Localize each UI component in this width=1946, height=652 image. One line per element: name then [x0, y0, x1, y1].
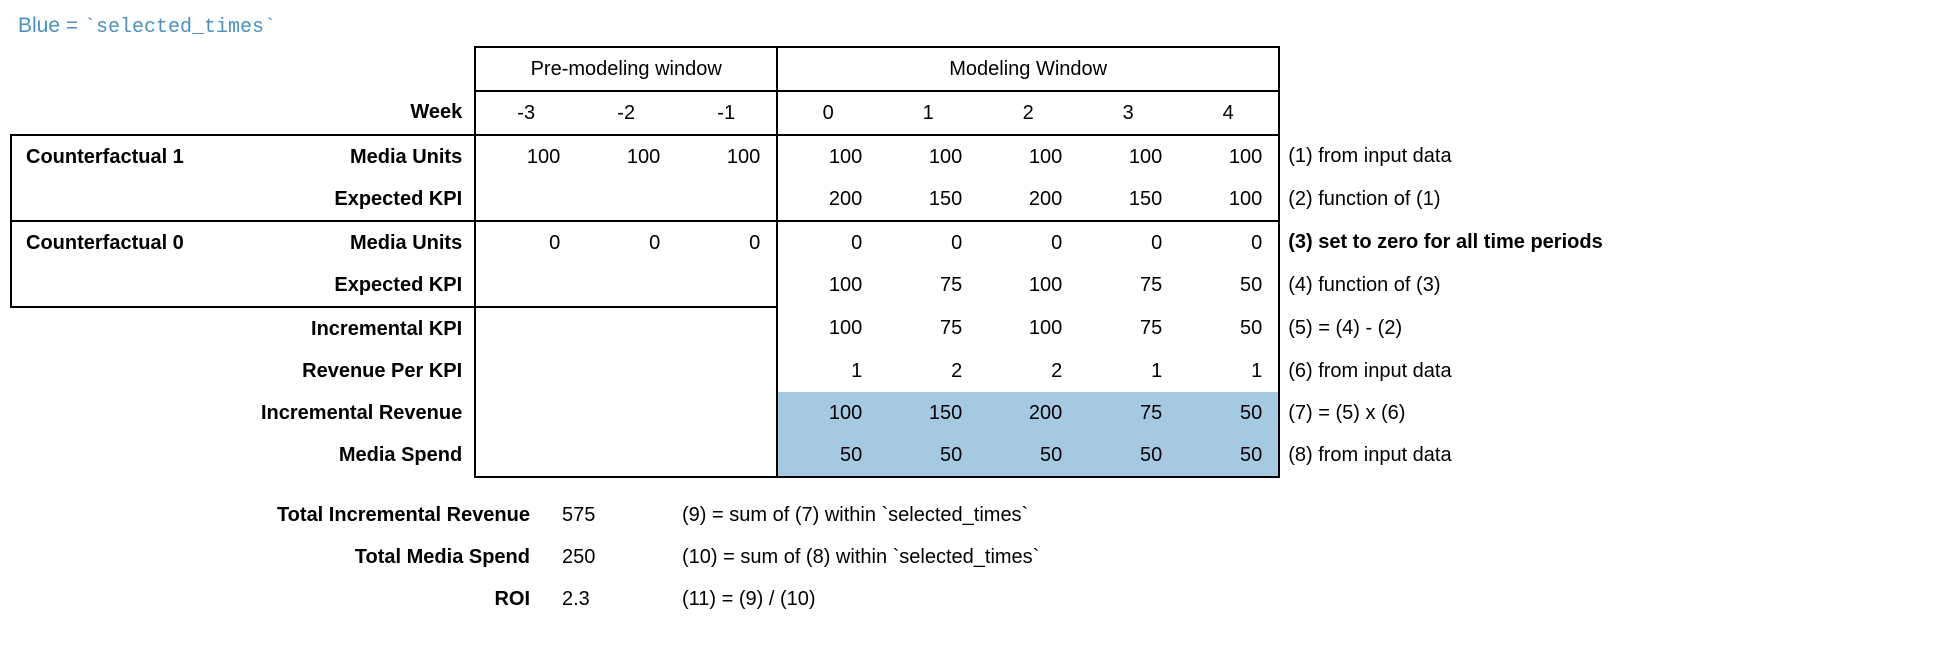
row-label-5: Revenue Per KPI	[302, 359, 463, 382]
cell-r1-pre0	[475, 178, 576, 221]
cell-r7-m2: 50	[978, 434, 1078, 477]
cell-r7-m0: 50	[777, 434, 878, 477]
section-label-blank-2	[11, 264, 261, 307]
total-label-1: Total Media Spend	[354, 545, 530, 568]
roi-calculation-table	[10, 46, 1605, 478]
cell-r1-pre1	[576, 178, 676, 221]
cell-r7-pre1	[576, 434, 676, 477]
week-model-2: 2	[978, 91, 1078, 135]
total-note-0: (9) = sum of (7) within `selected_times`	[682, 503, 1029, 526]
section-label-blank-1	[11, 178, 261, 221]
total-value-0: 575	[562, 503, 596, 526]
table-row	[11, 135, 1604, 178]
cell-r0-pre2: 100	[676, 135, 777, 178]
cell-r7-pre2	[676, 434, 777, 477]
row-label-6: Incremental Revenue	[261, 401, 463, 424]
cell-r7-pre0	[475, 434, 576, 477]
cell-r0-pre0: 100	[475, 135, 576, 178]
cell-r6-m3: 75	[1078, 392, 1178, 434]
cell-r2-m4: 0	[1178, 221, 1279, 264]
cell-r4-m4: 50	[1178, 307, 1279, 350]
total-note-2: (11) = (9) / (10)	[682, 587, 816, 610]
section-label-blank-5	[11, 392, 261, 434]
total-value-2: 2.3	[562, 587, 590, 610]
spacer-rowlabel	[261, 47, 475, 91]
week-label: Week	[410, 101, 463, 123]
cell-r6-m1: 150	[878, 392, 978, 434]
total-note-1: (10) = sum of (8) within `selected_times`	[682, 545, 1040, 568]
cell-r3-pre2	[676, 264, 777, 307]
cell-r1-m1: 150	[928, 187, 963, 210]
legend-code: `selected_times`	[83, 16, 276, 39]
group-header-row	[11, 47, 1604, 91]
cell-r2-m3: 0	[1078, 221, 1178, 264]
totals-table	[10, 500, 1039, 626]
cell-r6-pre2	[676, 392, 777, 434]
cell-r6-pre1	[576, 392, 676, 434]
cell-r1-m4: 100	[1178, 178, 1279, 221]
cell-r1-m2: 200	[1028, 187, 1063, 210]
total-value-1: 250	[562, 545, 596, 568]
legend	[18, 14, 276, 39]
cell-r1-m3: 150	[1128, 187, 1163, 210]
cell-r3-m1: 75	[939, 274, 963, 296]
table-row	[11, 178, 1604, 221]
legend-prefix: Blue =	[18, 14, 84, 37]
section-label-counterfactual-1: Counterfactual 1	[11, 135, 261, 178]
header-pre-modeling-window: Pre-modeling window	[475, 47, 777, 91]
row-label-1: Expected KPI	[334, 187, 463, 210]
table-row	[11, 350, 1604, 392]
cell-r0-m1: 100	[928, 145, 963, 168]
cell-r2-m0: 0	[777, 221, 878, 264]
cell-r4-m0: 100	[828, 317, 863, 339]
cell-r2-m1: 0	[878, 221, 978, 264]
week-row-spacer-section	[11, 91, 261, 135]
cell-r6-pre0	[475, 392, 576, 434]
week-pre-1: -2	[576, 91, 676, 135]
total-label-0: Total Incremental Revenue	[276, 503, 530, 526]
totals-row	[10, 584, 1039, 626]
cell-r0-m3: 100	[1128, 145, 1163, 168]
cell-r2-pre0: 0	[475, 221, 576, 264]
row-label-3: Expected KPI	[261, 264, 475, 307]
cell-r7-m4: 50	[1178, 434, 1279, 477]
week-model-1: 1	[878, 91, 978, 135]
cell-r5-pre1	[576, 350, 676, 392]
cell-r7-m3: 50	[1078, 434, 1178, 477]
total-label-2: ROI	[494, 587, 530, 610]
week-model-3: 3	[1078, 91, 1178, 135]
section-label-blank-6	[11, 434, 261, 477]
cell-r3-m2: 100	[1028, 274, 1063, 296]
section-label-counterfactual-0: Counterfactual 0	[11, 221, 261, 264]
cell-r2-m2: 0	[978, 221, 1078, 264]
note-spacer	[1279, 47, 1604, 91]
cell-r3-m3: 75	[1139, 274, 1163, 296]
section-label-blank-4	[11, 350, 261, 392]
cell-r3-m4: 50	[1178, 264, 1279, 307]
table-row	[11, 392, 1604, 434]
section-label-blank-3	[11, 307, 261, 350]
week-model-0: 0	[777, 91, 878, 135]
cell-r1-m0: 200	[828, 187, 863, 210]
cell-r5-m1: 2	[951, 359, 963, 382]
cell-r4-pre2	[676, 307, 777, 350]
table-row	[11, 307, 1604, 350]
cell-r0-m4: 100	[1178, 135, 1279, 178]
week-pre-2: -1	[676, 91, 777, 135]
cell-r4-m3: 75	[1139, 317, 1163, 339]
note-3: (4) function of (3)	[1288, 274, 1441, 296]
totals-row	[10, 500, 1039, 542]
cell-r3-pre0	[475, 264, 576, 307]
note-1: (2) function of (1)	[1288, 188, 1441, 210]
cell-r0-m0: 100	[828, 145, 863, 168]
note-7: (8) from input data	[1288, 444, 1452, 466]
table-row	[11, 221, 1604, 264]
table-row	[11, 264, 1604, 307]
cell-r5-m0: 1	[851, 359, 863, 382]
row-label-0: Media Units	[261, 135, 475, 178]
header-modeling-window: Modeling Window	[777, 47, 1279, 91]
week-header-row	[11, 91, 1604, 135]
note-0: (1) from input data	[1288, 145, 1452, 167]
cell-r0-m2: 100	[1028, 145, 1063, 168]
cell-r4-m2: 100	[1028, 317, 1063, 339]
totals-section	[10, 500, 1039, 626]
cell-r4-pre0	[475, 307, 576, 350]
cell-r4-pre1	[576, 307, 676, 350]
note-2: (3) set to zero for all time periods	[1288, 231, 1603, 253]
cell-r5-pre2	[676, 350, 777, 392]
cell-r5-m3: 1	[1151, 359, 1163, 382]
note-4: (5) = (4) - (2)	[1288, 317, 1403, 339]
totals-row	[10, 542, 1039, 584]
cell-r2-pre2: 0	[676, 221, 777, 264]
grid-table	[10, 46, 1605, 478]
cell-r6-m0: 100	[777, 392, 878, 434]
week-model-4: 4	[1178, 91, 1279, 135]
cell-r6-m2: 200	[978, 392, 1078, 434]
row-label-2: Media Units	[261, 221, 475, 264]
row-label-4: Incremental KPI	[311, 317, 463, 340]
row-label-7: Media Spend	[338, 444, 463, 466]
table-row	[11, 434, 1604, 477]
cell-r1-pre2	[676, 178, 777, 221]
cell-r0-pre1: 100	[626, 145, 661, 168]
cell-r2-pre1: 0	[576, 221, 676, 264]
cell-r3-pre1	[576, 264, 676, 307]
cell-r5-m2: 2	[1051, 359, 1063, 382]
cell-r5-pre0	[475, 350, 576, 392]
spacer-section	[11, 47, 261, 91]
cell-r5-m4: 1	[1178, 350, 1279, 392]
note-5: (6) from input data	[1288, 359, 1452, 382]
cell-r6-m4: 50	[1178, 392, 1279, 434]
cell-r7-m1: 50	[878, 434, 978, 477]
note-6: (7) = (5) x (6)	[1288, 401, 1406, 424]
cell-r4-m1: 75	[939, 317, 963, 339]
cell-r3-m0: 100	[828, 274, 863, 296]
week-note-spacer	[1279, 91, 1604, 135]
week-pre-0: -3	[475, 91, 576, 135]
